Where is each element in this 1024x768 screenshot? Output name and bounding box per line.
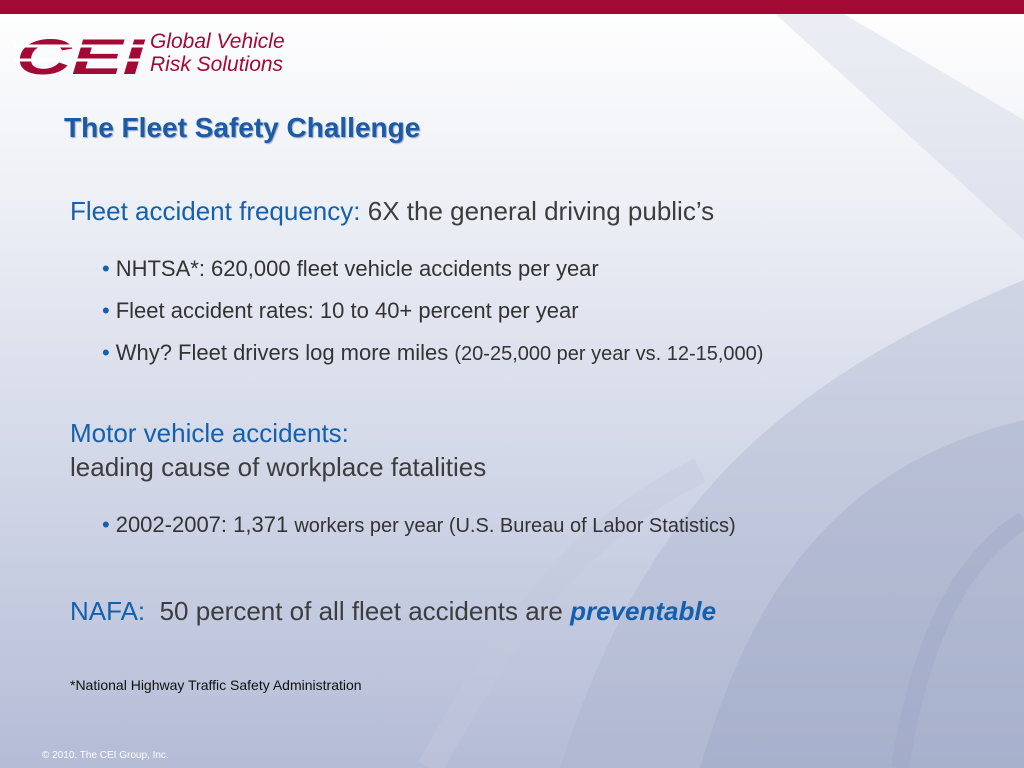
bullet-detail: (20-25,000 per year vs. 12-15,000): [454, 343, 764, 365]
fleet-frequency-heading: [70, 194, 714, 228]
top-accent-bar: [0, 0, 1024, 14]
bullet-why-more-miles: [102, 340, 763, 366]
slide-title: The Fleet Safety Challenge: [64, 112, 421, 143]
preventable-emphasis: preventable: [570, 596, 717, 626]
bullet-accident-rates: [102, 298, 579, 324]
motor-vehicle-heading: [70, 416, 486, 484]
section-3-text: 50 percent of all fleet accidents are: [159, 596, 563, 626]
section-2-text: leading cause of workplace fatalities: [70, 452, 487, 482]
section-3-label: NAFA:: [70, 596, 146, 626]
bullet-text: Fleet accident rates: 10 to 40+ percent per year: [115, 298, 579, 323]
bullet-nhtsa: [102, 256, 599, 282]
bullet-detail: workers per year (U.S. Bureau of Labor Statistics): [294, 515, 736, 537]
bullet-dot-icon: •: [102, 256, 110, 281]
logo-line-1: Global Vehicle: [150, 30, 285, 53]
bullet-text: NHTSA*: 620,000 fleet vehicle accidents per year: [115, 256, 599, 281]
footnote: *National Highway Traffic Safety Administration: [70, 677, 362, 693]
logo-mark-text: CEI: [16, 30, 146, 78]
cei-logo-mark: [14, 30, 148, 78]
bullet-text: 2002-2007: 1,371: [115, 512, 289, 537]
bullet-text: Why? Fleet drivers log more miles: [115, 340, 449, 365]
bullet-dot-icon: •: [102, 512, 110, 537]
bullet-dot-icon: •: [102, 340, 110, 365]
section-1-text: 6X the general driving public’s: [367, 196, 715, 226]
section-2-label: Motor vehicle accidents:: [70, 418, 349, 448]
section-1-label: Fleet accident frequency:: [70, 196, 361, 226]
bullet-dot-icon: •: [102, 298, 110, 323]
copyright: © 2010. The CEI Group, Inc.: [42, 750, 169, 761]
company-logo: [14, 30, 334, 80]
logo-tagline: [150, 30, 285, 76]
bullet-workplace-fatalities: [102, 512, 736, 538]
nafa-statement: [70, 594, 716, 628]
logo-line-2: Risk Solutions: [150, 53, 284, 76]
